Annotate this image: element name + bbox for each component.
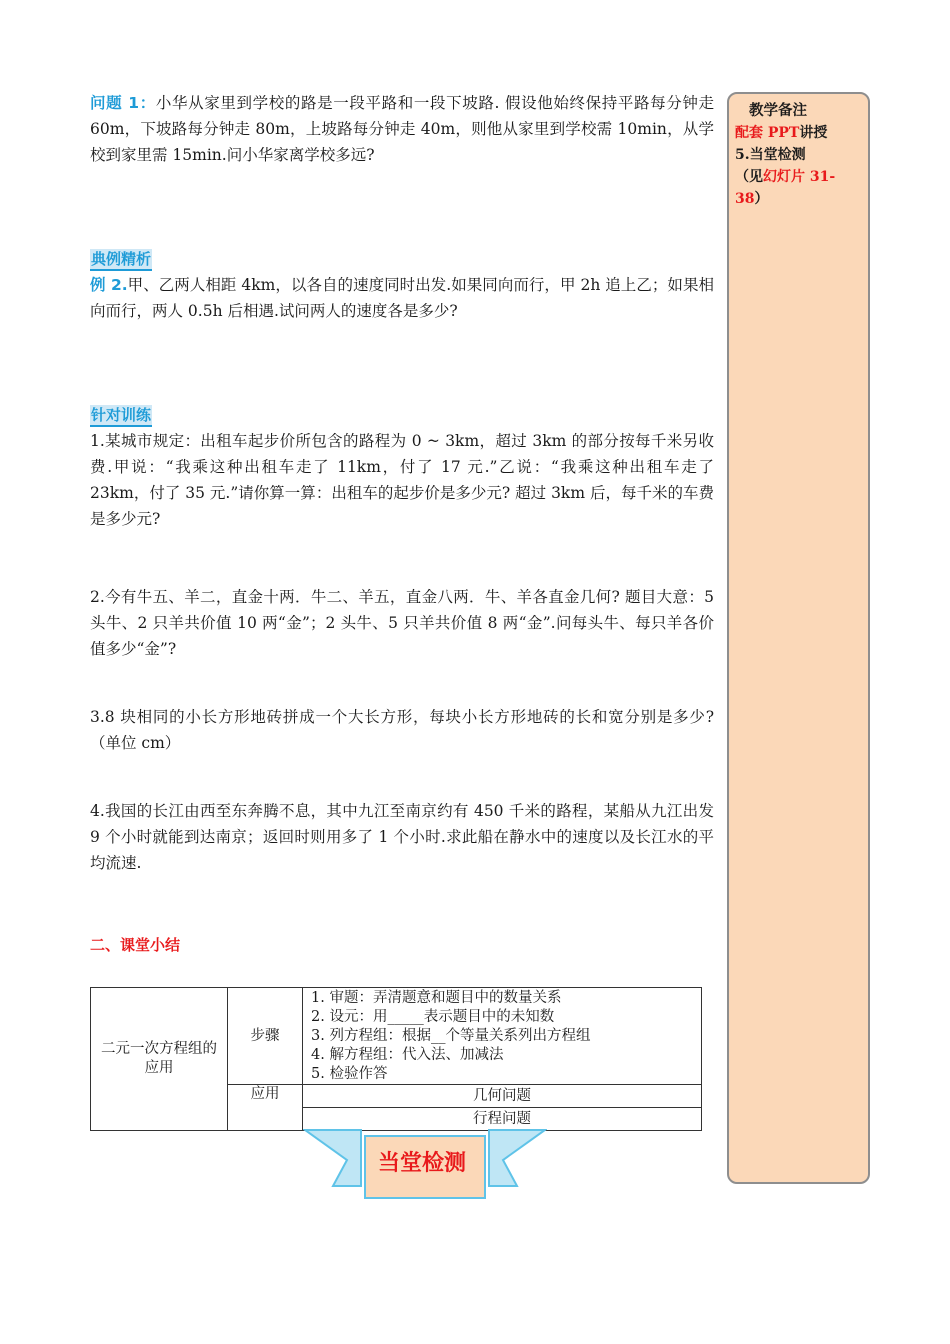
apply-item-geometry: 几何问题 — [303, 1085, 702, 1108]
teaching-notes-sidebar — [727, 92, 870, 1184]
step-3: 3. 列方程组：根据__个等量关系列出方程组 — [311, 1027, 591, 1044]
step-1: 1. 审题：弄清题意和题目中的数量关系 — [311, 989, 562, 1006]
training-item-2: 2.今有牛五、羊二，直金十两．牛二、羊五，直金八两．牛、羊各直金几何? 题目大意：5 头牛、2 只羊共价值 10 两“金”；2 头牛、5 只羊共价值 8 两“金”.问每头牛、每只羊各价值多少“金”? — [90, 588, 714, 658]
main-content — [90, 90, 714, 958]
apply-label: 应用 — [228, 1085, 303, 1131]
apply-item-travel: 行程问题 — [303, 1108, 702, 1131]
summary-topic: 二元一次方程组的应用 — [91, 988, 228, 1131]
sidebar-paren-close: ） — [754, 191, 769, 207]
example-2 — [90, 272, 714, 324]
sidebar-title: 教学备注 — [749, 103, 807, 119]
summary-table — [90, 987, 702, 1131]
sidebar-lecture: 讲授 — [799, 125, 828, 141]
sidebar-slides: 幻灯片 31-38 — [735, 169, 836, 207]
example-2-label: 例 2. — [90, 276, 128, 294]
training-item-3: 3.8 块相同的小长方形地砖拼成一个大长方形，每块小长方形地砖的长和宽分别是多少?（单位 cm） — [90, 708, 714, 752]
problem-1-text: 小华从家里到学校的路是一段平路和一段下坡路. 假设他始终保持平路每分钟走 60m，下坡路每分钟走 80m，上坡路每分钟走 40m，则他从家里到学校需 10min，从学校到家里需 15min.问小华家离学校多远? — [90, 94, 715, 164]
example-2-text: 甲、乙两人相距 4km，以各自的速度同时出发.如果同向而行，甲 2h 追上乙；如果相向而行，两人 0.5h 后相遇.试问两人的速度各是多少? — [90, 276, 714, 320]
steps-label: 步骤 — [228, 988, 303, 1085]
sidebar-paren-open: （见 — [735, 169, 763, 185]
problem-1-label: 问题 1： — [90, 94, 156, 112]
ribbon-left-tail — [305, 1130, 361, 1186]
steps-cell — [303, 988, 702, 1085]
problem-1 — [90, 90, 714, 168]
training-tag: 针对训练 — [90, 405, 152, 427]
ribbon-right-tail — [489, 1130, 545, 1186]
example-tag: 典例精析 — [90, 249, 152, 271]
sidebar-line-1 — [735, 122, 862, 144]
step-2: 2. 设元：用_____表示题目中的未知数 — [311, 1008, 555, 1025]
summary-heading: 二、课堂小结 — [90, 936, 181, 954]
sidebar-ppt: 配套 PPT — [735, 125, 800, 141]
training-item-1: 1.某城市规定：出租车起步价所包含的路程为 0 ~ 3km，超过 3km 的部分按每千米另收费.甲说：“我乘这种出租车走了 11km，付了 17 元.”乙说：“我乘这种出租车走了 23km，付了 35 元.”请你算一算：出租车的起步价是多少元? 超过 3km 后，每千米的车费是多少元? — [90, 432, 714, 528]
sidebar-line-3 — [735, 166, 862, 210]
step-5: 5. 检验作答 — [311, 1065, 388, 1082]
banner-title: 当堂检测 — [377, 1151, 466, 1176]
training-item-4: 4.我国的长江由西至东奔腾不息，其中九江至南京约有 450 千米的路程，某船从九江出发 9 个小时就能到达南京；返回时则用多了 1 个小时.求此船在静水中的速度以及长江水的平均流速. — [90, 802, 714, 872]
step-4: 4. 解方程组：代入法、加减法 — [311, 1046, 504, 1063]
sidebar-line-2: 5.当堂检测 — [735, 147, 806, 163]
